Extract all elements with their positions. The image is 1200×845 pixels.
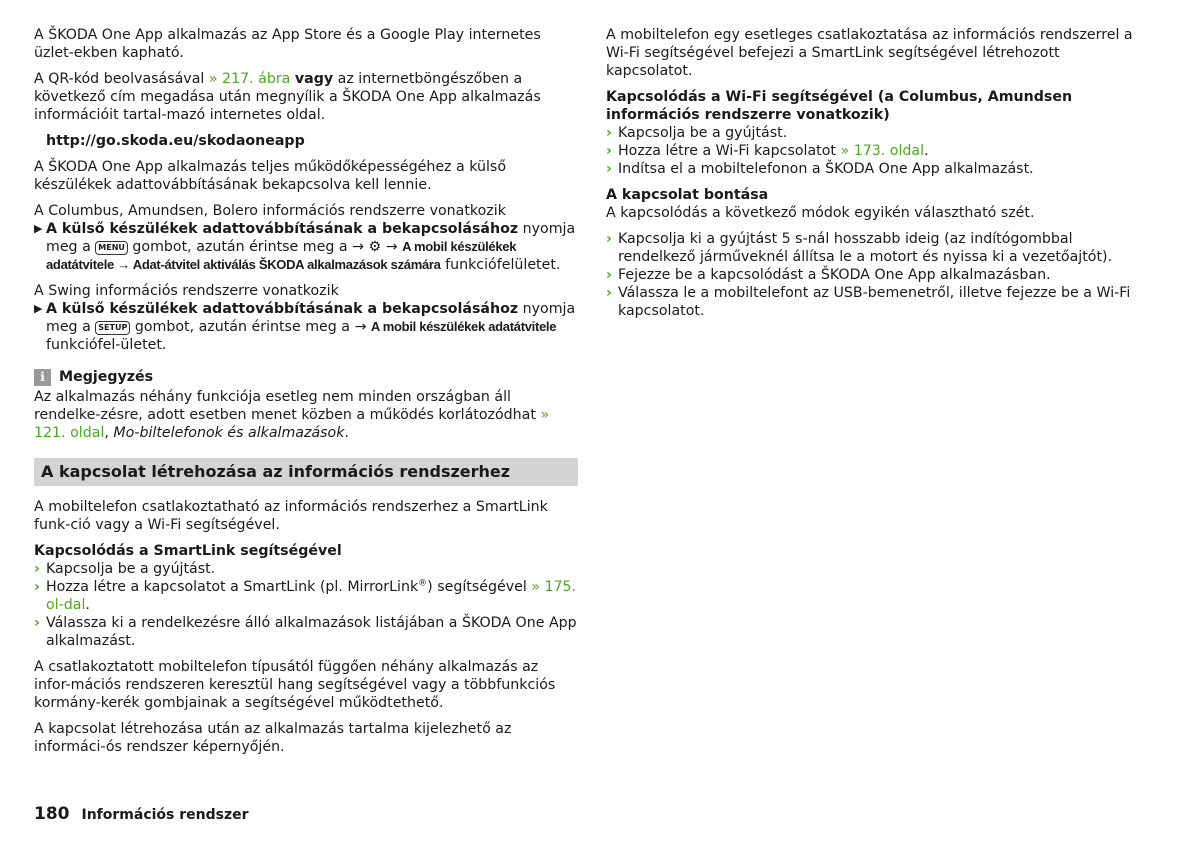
figure-link[interactable]: » 217. ábra bbox=[208, 71, 291, 87]
list-item: › Hozza létre a kapcsolatot a SmartLink (pl. MirrorLink®) segítségével » 175. ol-dal. bbox=[34, 578, 577, 613]
section-title: A kapcsolat létrehozása az információs rendszerhez bbox=[34, 458, 578, 486]
chevron-right-icon: › bbox=[606, 143, 612, 159]
left-column bbox=[34, 26, 578, 764]
wifi-heading: Kapcsolódás a Wi-Fi segítségével (a Columbus, Amundsen információs rendszerre vonatkozik) bbox=[606, 89, 1073, 123]
list-item: › Válassza ki a rendelkezésre álló alkalmazások listájában a ŠKODA One App alkalmazást. bbox=[34, 615, 577, 649]
disconnect-intro: A kapcsolódás a következő módok egyikén választható szét. bbox=[606, 205, 1035, 221]
data-transfer-paragraph: A ŠKODA One App alkalmazás teljes működőképességéhez a külső készülékek adattovábbításának bekapcsolva kell lennie. bbox=[34, 159, 507, 193]
disconnect-steps bbox=[606, 230, 1150, 320]
cond2-label: A Swing információs rendszerre vonatkozik bbox=[34, 283, 339, 299]
list-item: › Kapcsolja be a gyújtást. bbox=[34, 561, 216, 577]
menu-path: A mobil készülékek adatátvitele bbox=[370, 319, 557, 334]
skoda-url[interactable]: http://go.skoda.eu/skodaoneapp bbox=[46, 133, 305, 149]
wifi-note-paragraph: A mobiltelefon egy esetleges csatlakoztatása az információs rendszerrel a Wi-Fi segítségével befejezi a SmartLink segítségével létrehozott kapcsolatot. bbox=[606, 27, 1133, 79]
triangle-icon: ▶ bbox=[34, 222, 43, 235]
note-body: Az alkalmazás néhány funkciója esetleg nem minden országban áll rendelke-zésre, adott esetben menet közben a működés korlátozódhat » 121. oldal, Mo-biltelefonok és alkalmazások. bbox=[34, 389, 550, 441]
disconnect-heading: A kapcsolat bontása bbox=[606, 187, 769, 203]
voice-control-paragraph: A csatlakoztatott mobiltelefon típusától függően néhány alkalmazás az infor-mációs rendszeren keresztül hang segítségével vagy a többfunkciós kormány-kerék gombjainak a segítségével működtethető. bbox=[34, 659, 556, 711]
menu-path: A mobil készülékek adatátvitele → Adat-átvitel aktiválás ŠKODA alkalmazások számára bbox=[46, 239, 517, 272]
connect-intro: A mobiltelefon csatlakoztatható az információs rendszerhez a SmartLink funk-ció vagy a Wi-Fi segítségével. bbox=[34, 499, 548, 533]
cond1-instruction: ▶ A külső készülékek adattovábbításának a bekapcsolásához nyomja meg a MENU gombot, azután érintse meg a → ⚙ → A mobil készülékek adatátvitele → Adat-átvitel aktiválás ŠKODA alkalmazások számára funkciófelületet. bbox=[34, 221, 576, 273]
chevron-right-icon: › bbox=[606, 285, 612, 301]
chevron-right-icon: › bbox=[34, 579, 40, 595]
menu-key-icon: MENU bbox=[95, 241, 128, 255]
cond2-instruction: ▶ A külső készülékek adattovábbításának a bekapcsolásához nyomja meg a SETUP gombot, azután érintse meg a → A mobil készülékek adatátvitele funkciófel-ületet. bbox=[34, 301, 576, 353]
info-icon: i bbox=[34, 369, 51, 386]
setup-key-icon: SETUP bbox=[95, 321, 130, 335]
triangle-icon: ▶ bbox=[34, 302, 43, 315]
chevron-right-icon: › bbox=[606, 267, 612, 283]
list-item: › Kapcsolja be a gyújtást. bbox=[606, 125, 788, 141]
qr-paragraph: A QR-kód beolvasásával » 217. ábra vagy az internetböngészőben a következő cím megadása után megnyílik a ŠKODA One App alkalmazás információit tartal-mazó internetes oldal. bbox=[34, 71, 541, 123]
chevron-right-icon: › bbox=[606, 231, 612, 247]
smartlink-heading: Kapcsolódás a SmartLink segítségével bbox=[34, 543, 342, 559]
chevron-right-icon: › bbox=[606, 125, 612, 141]
page-footer bbox=[34, 805, 249, 824]
page-link[interactable]: » 121. oldal bbox=[34, 407, 550, 441]
note-heading: i Megjegyzés bbox=[34, 368, 578, 386]
list-item: › Kapcsolja ki a gyújtást 5 s-nál hosszabb ideig (az indítógombbal rendelkező járműveknél állítsa le a motort és nyissa ki a vezetőajtót). bbox=[606, 231, 1113, 265]
chevron-right-icon: › bbox=[34, 561, 40, 577]
list-item: › Hozza létre a Wi-Fi kapcsolatot » 173. oldal. bbox=[606, 143, 929, 159]
display-paragraph: A kapcsolat létrehozása után az alkalmazás tartalma kijelezhető az informáci-ós rendszer képernyőjén. bbox=[34, 721, 512, 755]
page-number: 180 bbox=[34, 804, 70, 824]
smartlink-steps bbox=[34, 560, 578, 650]
app-store-paragraph: A ŠKODA One App alkalmazás az App Store és a Google Play internetes üzlet-ekben kapható. bbox=[34, 27, 541, 61]
chevron-right-icon: › bbox=[606, 161, 612, 177]
cond1-label: A Columbus, Amundsen, Bolero információs rendszerre vonatkozik bbox=[34, 203, 506, 219]
gear-icon: ⚙ bbox=[368, 239, 382, 255]
footer-section: Információs rendszer bbox=[81, 807, 249, 823]
wifi-steps bbox=[606, 124, 1150, 178]
page-link[interactable]: » 175. ol-dal bbox=[46, 579, 577, 613]
page-link[interactable]: » 173. oldal bbox=[840, 143, 925, 159]
chevron-right-icon: › bbox=[34, 615, 40, 631]
list-item: › Válassza le a mobiltelefont az USB-bemenetről, illetve fejezze be a Wi-Fi kapcsolatot. bbox=[606, 285, 1131, 319]
list-item: › Fejezze be a kapcsolódást a ŠKODA One App alkalmazásban. bbox=[606, 267, 1051, 283]
right-column bbox=[606, 26, 1150, 328]
list-item: › Indítsa el a mobiltelefonon a ŠKODA One App alkalmazást. bbox=[606, 161, 1034, 177]
